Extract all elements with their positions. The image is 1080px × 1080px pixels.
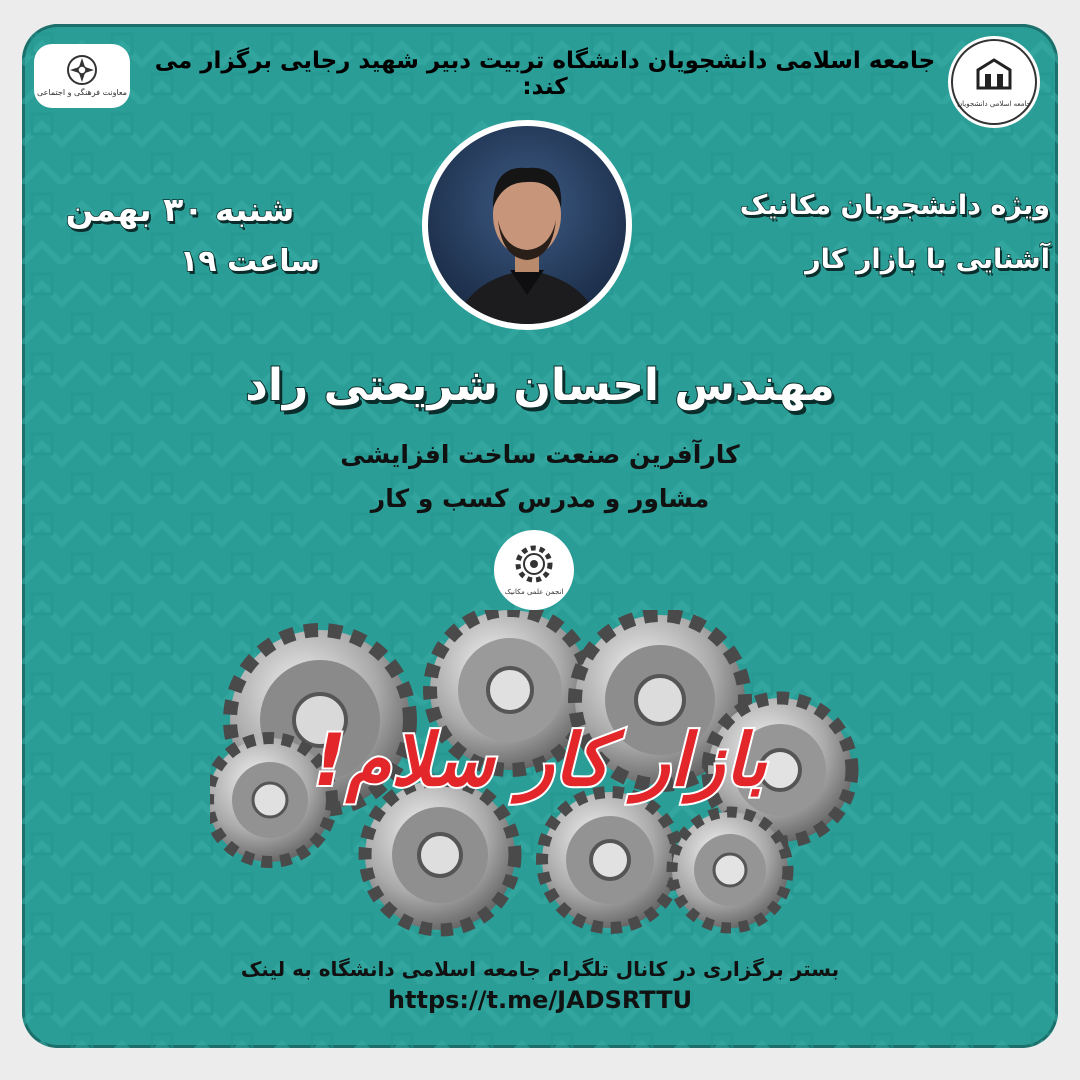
right-logo <box>948 36 1040 128</box>
left-logo-caption: معاونت فرهنگی و اجتماعی <box>36 88 128 97</box>
center-logo-caption: انجمن علمی مکانیک <box>504 588 564 596</box>
gear-emblem-icon <box>494 530 574 610</box>
center-logo <box>494 530 574 610</box>
speaker-portrait <box>422 120 632 330</box>
speaker-name: مهندس احسان شریعتی راد <box>245 360 835 411</box>
platform-text: بستر برگزاری در کانال تلگرام جامعه اسلامی دانشگاه به لینک <box>240 957 840 981</box>
event-topic: آشنایی با بازار کار <box>805 244 1050 275</box>
telegram-link[interactable]: https://t.me/JADSRTTU <box>387 986 693 1014</box>
building-emblem-icon <box>948 36 1040 128</box>
speaker-role-line2: مشاور و مدرس کسب و کار <box>370 484 710 513</box>
right-logo-caption: جامعه اسلامی دانشجویان <box>957 100 1031 108</box>
slogan-text: بازار کار سلام! <box>313 718 767 802</box>
left-logo <box>34 44 130 108</box>
organizer-header: جامعه اسلامی دانشجویان دانشگاه تربیت دبیر شهید رجایی برگزار می کند: <box>154 48 936 100</box>
event-date: شنبه ۳۰ بهمن <box>65 190 295 229</box>
event-audience: ویژه دانشجویان مکانیک <box>739 190 1050 221</box>
speaker-role-line1: کارآفرین صنعت ساخت افزایشی <box>340 440 740 469</box>
speaker-photo <box>422 120 632 330</box>
ornament-logo-icon <box>34 44 130 108</box>
event-time: ساعت ۱۹ <box>179 244 320 279</box>
